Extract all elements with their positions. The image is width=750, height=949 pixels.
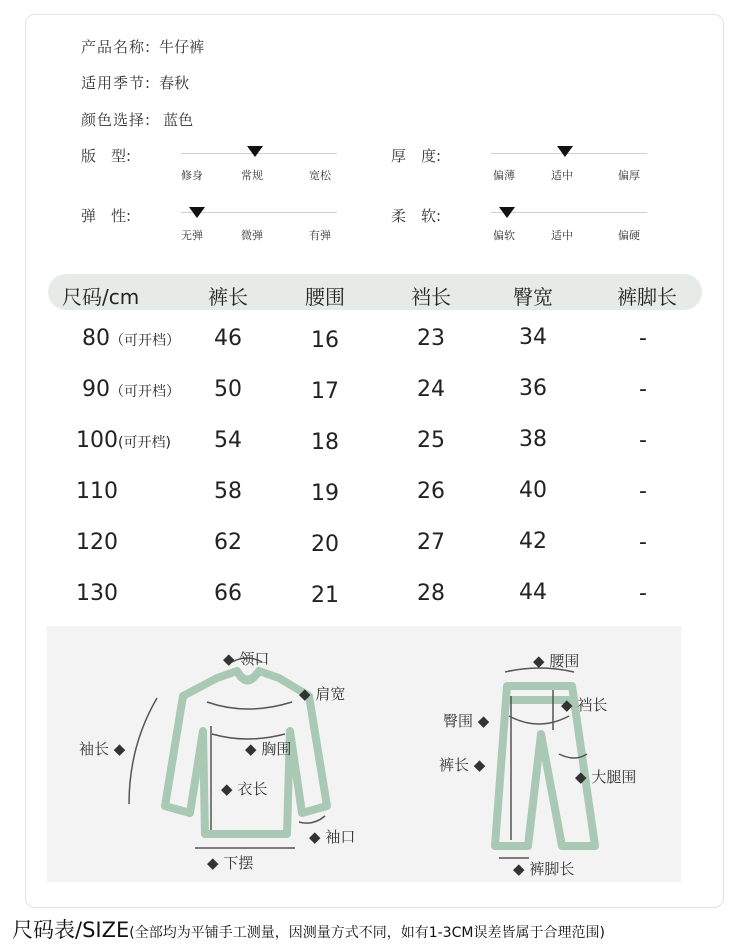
footer-title: 尺码表/SIZE xyxy=(12,918,130,942)
row-cell: 20 xyxy=(311,532,339,557)
softness-tick-3: 偏硬 xyxy=(618,229,640,242)
row-cell: 42 xyxy=(519,529,547,554)
row-cell: 46 xyxy=(214,326,242,351)
thickness-tick-2: 适中 xyxy=(551,169,573,182)
elastic-marker xyxy=(189,207,205,218)
row-cell: 44 xyxy=(519,580,547,605)
color-label: 颜色选择: xyxy=(81,111,152,129)
row-cell: - xyxy=(639,479,647,504)
softness-marker xyxy=(499,207,515,218)
cuff-label: ◆ 袖口 xyxy=(309,828,356,846)
sleeve-label: 袖长 ◆ xyxy=(79,740,126,758)
product-name-label: 产品名称: xyxy=(81,38,152,56)
row-cell: - xyxy=(639,530,647,555)
row-cell: 23 xyxy=(417,326,445,351)
size-cell: 100(可开档) xyxy=(76,428,171,453)
row-cell: 36 xyxy=(519,376,547,401)
softness-label: 柔 软: xyxy=(391,207,442,225)
fit-tick-3: 宽松 xyxy=(309,169,331,182)
header-pants-length: 裤长 xyxy=(208,285,248,309)
size-cell: 80（可开档） xyxy=(82,326,180,351)
row-cell: - xyxy=(639,428,647,453)
row-cell: 25 xyxy=(417,428,445,453)
sleeve-arrow-icon xyxy=(129,698,157,804)
thickness-label: 厚 度: xyxy=(391,147,442,165)
shoulder-label: ◆ 肩宽 xyxy=(299,685,346,703)
row-cell: 54 xyxy=(214,428,242,453)
elastic-tick-2: 微弹 xyxy=(241,229,263,242)
row-cell: 40 xyxy=(519,478,547,503)
shoulder-arrow-icon xyxy=(207,702,292,709)
measurement-diagram xyxy=(47,626,681,882)
inseam-label: 裤长 ◆ xyxy=(439,756,486,774)
row-cell: 17 xyxy=(311,379,339,404)
row-cell: 21 xyxy=(311,583,339,608)
color-value: 蓝色 xyxy=(163,111,194,129)
fit-tick-1: 修身 xyxy=(181,169,203,182)
product-name-row xyxy=(81,36,204,57)
row-cell: 27 xyxy=(417,530,445,555)
season-value: 春秋 xyxy=(159,74,190,92)
row-cell: 18 xyxy=(311,430,339,455)
softness-tick-1: 偏软 xyxy=(493,229,515,242)
cuff-arrow-icon xyxy=(299,816,325,823)
elastic-tick-3: 有弹 xyxy=(309,229,331,242)
row-cell: 26 xyxy=(417,479,445,504)
row-cell: 58 xyxy=(214,479,242,504)
row-cell: 28 xyxy=(417,581,445,606)
thickness-marker xyxy=(557,146,573,157)
row-cell: - xyxy=(639,326,647,351)
size-cell: 110 xyxy=(76,479,118,504)
size-cell: 120 xyxy=(76,530,118,555)
row-cell: 16 xyxy=(311,328,339,353)
row-cell: - xyxy=(639,581,647,606)
leg-opening-label: ◆ 裤脚长 xyxy=(513,860,575,878)
season-row xyxy=(81,72,189,93)
header-size: 尺码/cm xyxy=(62,285,140,309)
row-cell: 38 xyxy=(519,427,547,452)
thigh-label: ◆ 大腿围 xyxy=(575,768,637,786)
header-waist: 腰围 xyxy=(305,285,345,309)
header-rise: 裆长 xyxy=(411,285,451,309)
elastic-label: 弹 性: xyxy=(81,207,132,225)
hip-arrow-icon xyxy=(509,716,569,724)
hem-label: ◆ 下摆 xyxy=(207,854,254,872)
row-cell: 19 xyxy=(311,481,339,506)
header-hip: 臀宽 xyxy=(513,285,553,309)
header-leg-opening: 裤脚长 xyxy=(617,285,677,309)
size-chart-footer xyxy=(12,914,605,944)
chest-label: ◆ 胸围 xyxy=(245,740,292,758)
row-cell: 66 xyxy=(214,581,242,606)
fit-tick-2: 常规 xyxy=(241,169,263,182)
row-cell: 24 xyxy=(417,377,445,402)
length-label: ◆ 衣长 xyxy=(221,780,268,798)
row-cell: 34 xyxy=(519,325,547,350)
hip-label: 臀围 ◆ xyxy=(443,712,490,730)
row-cell: 50 xyxy=(214,377,242,402)
elastic-tick-1: 无弹 xyxy=(181,229,203,242)
size-cell: 90（可开档） xyxy=(82,377,180,402)
thickness-tick-1: 偏薄 xyxy=(493,169,515,182)
thickness-tick-3: 偏厚 xyxy=(618,169,640,182)
size-cell: 130 xyxy=(76,581,118,606)
season-label: 适用季节: xyxy=(81,74,152,92)
fit-label: 版 型: xyxy=(81,147,132,165)
rise-label: ◆ 裆长 xyxy=(561,696,608,714)
footer-note: (全部均为平铺手工测量，因测量方式不同，如有1-3CM误差皆属于合理范围) xyxy=(129,925,605,941)
waist-label: ◆ 腰围 xyxy=(533,652,580,670)
garment-illustration xyxy=(47,626,681,882)
row-cell: 62 xyxy=(214,530,242,555)
product-name-value: 牛仔裤 xyxy=(159,38,205,56)
collar-label: ◆ 领口 xyxy=(223,650,270,668)
row-cell: - xyxy=(639,377,647,402)
color-row xyxy=(81,109,193,130)
softness-tick-2: 适中 xyxy=(551,229,573,242)
fit-marker xyxy=(247,146,263,157)
